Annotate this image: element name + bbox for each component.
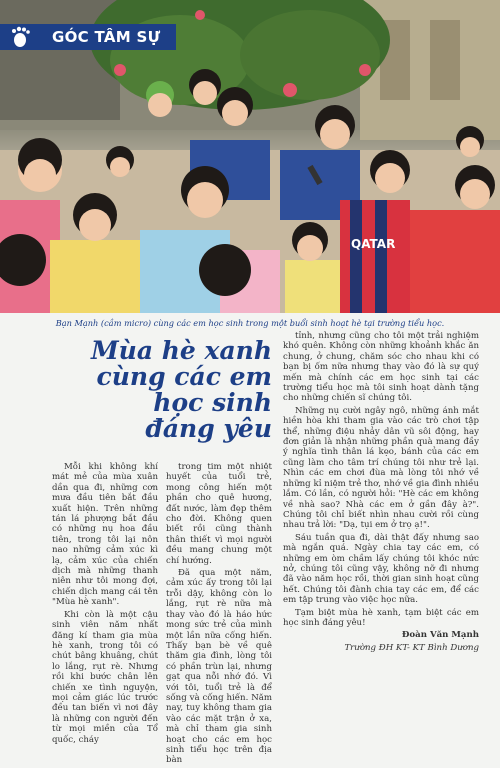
paragraph: Tạm biệt mùa hè xanh, tạm biệt các em học sinh đáng yêu! (283, 607, 479, 628)
title-line-1: Mùa hè xanh (91, 336, 272, 365)
paragraph: tỉnh, nhưng cũng cho tôi một trải nghiệm khó quên. Không còn những khoảnh khắc ăn chung, ở chung, chăm sóc cho nhau khi có bạn bị ốm nữa nhưng thay vào đó là sự quý mến mà chính các em học sinh tại các trường tiểu học mà tôi sinh hoạt dành tặng cho những chiến sĩ chúng tôi. (283, 331, 479, 404)
title-line-2: cùng các em học sinh (96, 362, 272, 417)
section-title: GÓC TÂM SỰ (52, 28, 161, 46)
paragraph: Khi còn là một cậu sinh viên năm nhất đăng kí tham gia mùa hè xanh, trong tôi có chút bâng khuâng, chút lo lắng, rụt rè. Nhưng rồi khi bước chân lên chiến xe tình nguyện, mọi cảm giác lúc trước đều tan biến vì nơi đây là những con người đến từ mọi miền của Tổ quốc, cháy (52, 609, 158, 745)
paragraph: Những nụ cười ngây ngô, những ánh mắt hiền hòa khi tham gia vào các trò chơi tập thể, những điệu nhảy dân vũ sôi động, hay đơn giản là nhận những phần quà mang đầy ý nghĩa tình thân lá kẹo, bánh của các em cũng làm cho tâm trí chúng tôi như trẻ lại. Nhìn các em chơi đùa mà lòng tôi nhớ về những kỉ niệm trẻ thơ, nhớ về gia đình nhiều lắm. Có lần, có người hỏi: "Hè các em không về nhà sao? Nhà các em ở gần đây à?". Chúng tôi chỉ biết nhìn nhau cười rồi cùng nhau trả lời: "Dạ, tụi em ở trọ ạ!". (283, 405, 479, 531)
article-column-3 (283, 331, 479, 655)
paragraph: Mỗi khi không khí mát mẻ của mùa xuân dần qua đi, những cơn mưa đầu tiên bắt đầu xuất hiện. Trên những tán lá phượng bắt đầu có những nụ hoa đầu tiên, trong tôi lại nôn nao những cảm xúc kì lạ, cảm xúc của chiến dịch mà những thanh niên như tôi mong đợi, chiến dịch mang cái tên "Mùa hè xanh". (52, 462, 158, 608)
article-column-1 (52, 462, 158, 747)
author-name: Đoàn Văn Mạnh (401, 630, 479, 641)
title-line-3: đáng yêu (145, 414, 272, 443)
paragraph: Sáu tuần qua đi, dài thật đấy nhưng sao mà ngắn quá. Ngày chia tay các em, có những em òm chầm lấy chúng tôi khóc nức nở, chúng tôi cũng vậy, không nỡ đi nhưng đã vào năm học rồi, thời gian sinh hoạt cũng hết. Chúng tôi đành chia tay các em, để các em tập trung vào việc học nữa. (283, 532, 479, 606)
article-title (40, 338, 272, 442)
footprint-icon (0, 24, 44, 50)
section-title-bar (44, 24, 176, 50)
section-tag (0, 24, 176, 50)
article-column-2 (166, 462, 272, 768)
jersey-text: QATAR (351, 237, 396, 251)
photo-caption: Bạn Mạnh (cầm micro) cùng các em học sinh trong một buổi sinh hoạt hè tại trường tiểu học. (55, 318, 445, 328)
paragraph: trong tim một nhiệt huyết của tuổi trẻ, mong công hiến một phần cho quê hương, đất nước, làm đẹp thêm cho đời. Không quen biết rồi cũng thành thân thiết vì mọi người đều mang chung một chí hướng. (166, 462, 272, 566)
author-affiliation: Trường ĐH KT- KT Bình Dương (344, 642, 479, 653)
paragraph: Đã qua một năm, cảm xúc ấy trong tôi lại trỗi dậy, không còn lo lắng, rụt rè nữa mà thay vào đó là háo hức mong sức trẻ của mình một lần nữa cống hiến. Thấy bạn bè về quê thăm gia đình, lòng tôi có phần trùn lại, nhưng gạt qua nỗi nhớ đó. Vì với tôi, tuổi trẻ là để sống và cống hiến. Năm nay, tuy không tham gia vào các mặt trận ở xa, mà chỉ tham gia sinh hoạt cho các em học sinh tiểu học trên địa bàn (166, 568, 272, 766)
